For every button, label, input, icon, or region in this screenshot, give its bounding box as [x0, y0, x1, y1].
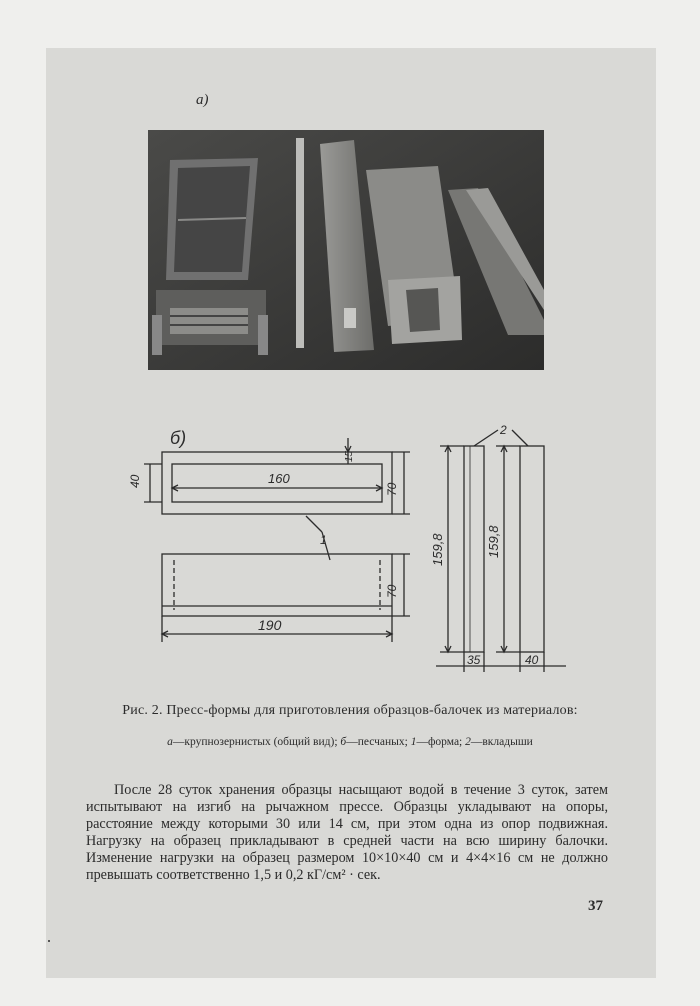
- form-side: [162, 554, 392, 616]
- dim-insert1-length: 159,8: [430, 533, 445, 566]
- legend-key-b: б: [340, 736, 347, 748]
- legend-text-1: —форма;: [416, 736, 466, 748]
- insert-1: [464, 446, 484, 652]
- callout-insert: 2: [500, 423, 507, 437]
- dim-15: 15: [344, 450, 355, 462]
- legend-text-a: —крупнозернистых (общий вид);: [172, 736, 341, 748]
- dim-160: 160: [268, 471, 290, 486]
- dim-insert2-length: 159,8: [486, 525, 501, 558]
- legend-key-2: 2: [465, 736, 471, 748]
- panel-a-label: а): [196, 92, 209, 108]
- panel-b-label: б): [170, 428, 187, 448]
- body-paragraph: После 28 суток хранения образцы насыщают водой в течение 3 суток, затем испытывают на изгиб на рычажном прессе. Образцы укладывают на опоры, расстояние между которыми 30 или 14 см, при этом одна из опор подвижная. Нагрузку на образец прикладывают в средней части на всю ширину балочки. Изменение нагрузки на образец размером 10×10×40 см и 4×4×16 см не должно превышать соответственно 1,5 и 0,2 кГ/см² · сек.: [86, 782, 608, 883]
- legend-text-b: —песчаных;: [346, 736, 411, 748]
- dim-190: 190: [258, 617, 282, 633]
- dim-40-inner: 40: [128, 474, 142, 488]
- legend-key-1: 1: [410, 736, 417, 748]
- mold-photograph: [148, 130, 544, 370]
- scan-speck: [48, 940, 50, 942]
- mold-drawing: [130, 420, 580, 680]
- callout-form: 1: [320, 533, 327, 547]
- figure-caption: Рис. 2. Пресс-формы для приготовления образцов-балочек из материалов:: [122, 703, 578, 718]
- dim-70-bottom: 70: [385, 584, 399, 598]
- dim-insert2-width: 40: [525, 653, 539, 667]
- legend-key-a: а: [167, 736, 173, 748]
- dim-insert1-width: 35: [467, 653, 481, 667]
- dim-70-top: 70: [385, 482, 399, 496]
- legend-text-2: —вкладыши: [470, 736, 533, 748]
- insert-2: [520, 446, 544, 652]
- page-number: 37: [588, 898, 603, 914]
- figure-legend: [120, 736, 580, 749]
